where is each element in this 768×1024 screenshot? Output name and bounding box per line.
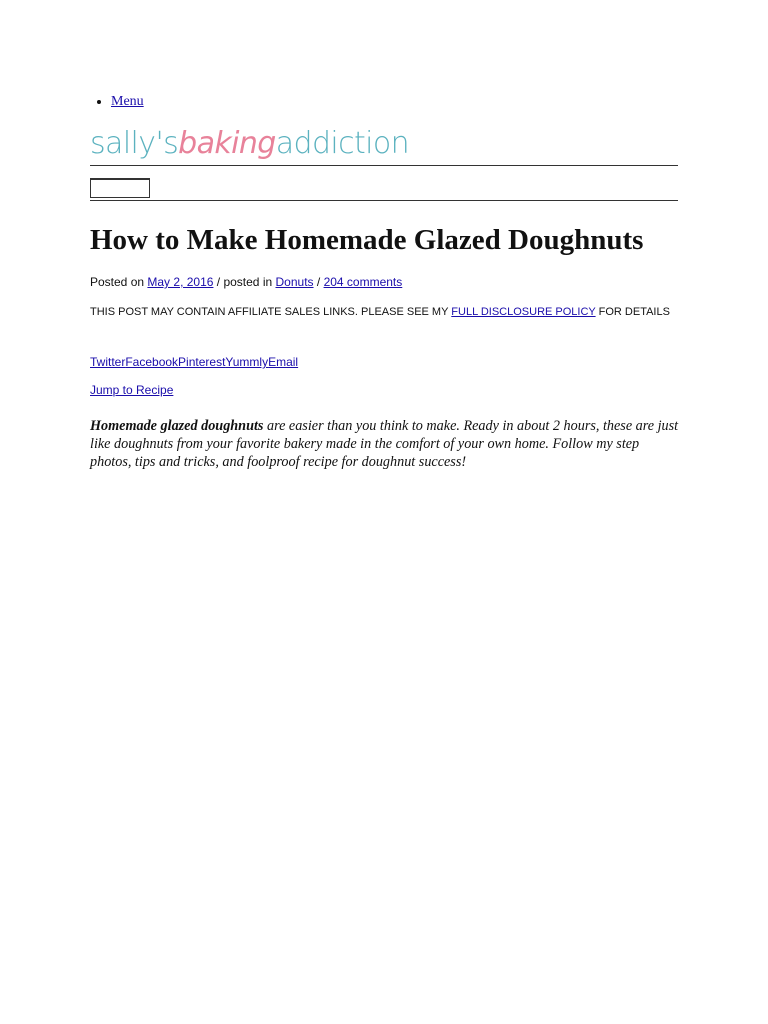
jump-to-recipe-link[interactable]: Jump to Recipe [90, 383, 174, 397]
affiliate-disclosure [90, 303, 670, 321]
share-pinterest-link[interactable]: Pinterest [178, 355, 226, 369]
post-meta [90, 273, 402, 291]
share-twitter-link[interactable]: Twitter [90, 355, 126, 369]
header-divider-top [90, 165, 678, 166]
disclosure-text-before: THIS POST MAY CONTAIN AFFILIATE SALES LINKS. PLEASE SEE MY [90, 306, 449, 318]
category-link-donuts[interactable]: Donuts [275, 275, 314, 289]
disclosure-policy-link[interactable]: FULL DISCLOSURE POLICY [451, 306, 596, 318]
header-divider-bottom [90, 200, 678, 201]
main-nav [91, 92, 144, 112]
nav-item-menu [111, 92, 144, 112]
jump-to-recipe [90, 381, 173, 399]
disclosure-text-after: FOR DETAILS [598, 306, 670, 318]
share-email-link[interactable]: Email [268, 355, 299, 369]
meta-separator: / [316, 275, 321, 289]
share-facebook-link[interactable]: Facebook [125, 355, 179, 369]
share-links [90, 353, 298, 371]
post-date-link[interactable]: May 2, 2016 [147, 275, 214, 289]
intro-bold-text: Homemade glazed doughnuts [90, 418, 264, 434]
share-yummly-link[interactable]: Yummly [225, 355, 269, 369]
site-logo[interactable] [90, 122, 409, 166]
post-intro [90, 417, 680, 471]
comments-link[interactable]: 204 comments [323, 275, 403, 289]
post-title: How to Make Homemade Glazed Doughnuts [90, 224, 644, 256]
logo-text-sallys: sally's [90, 126, 179, 161]
logo-text-addiction: addiction [275, 126, 410, 161]
search-input[interactable] [90, 178, 150, 198]
posted-on-label: Posted on [90, 275, 145, 289]
posted-in-label: / posted in [216, 275, 273, 289]
logo-text-baking: baking [178, 126, 276, 161]
intro-text: are easier than you think to make. Ready in about 2 hours, these are just like doughnuts from your favorite bakery made in the comfort of your own home. Follow my step photos, tips and tricks, and foolproof recipe for doughnut success! [90, 418, 679, 470]
menu-link[interactable]: Menu [111, 94, 144, 109]
